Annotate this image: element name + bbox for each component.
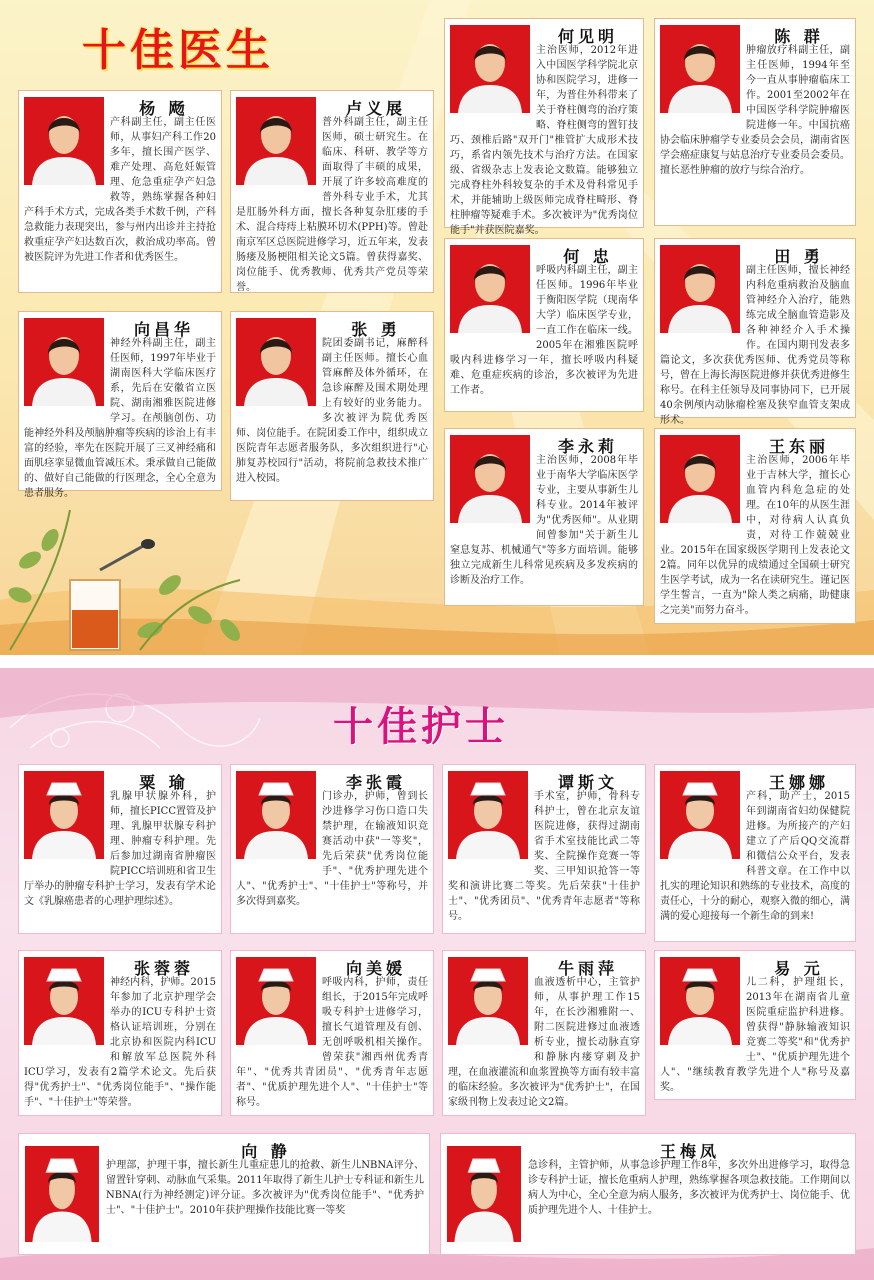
nurses-panel <box>0 668 874 1280</box>
nurse-name: 易 元 <box>774 959 824 978</box>
doctor-portrait <box>450 435 530 523</box>
nurse-bio: 呼吸内科，护师，责任组长，于2015年完成呼吸专科护士进修学习，擅长气道管理及有创、无创呼吸机相关操作。曾荣获"湘西州优秀青年"、"优秀共青团员"、"优秀青年志愿者"、"优质护理先进个人"、"十佳护士"等称号。 <box>236 977 428 1108</box>
nurse-name: 谭斯文 <box>557 773 618 792</box>
doctor-bio: 呼吸内科副主任，副主任医师。1996年毕业于衡阳医学院（现南华大学）临床医学专业，一直工作在临床一线。2005年在湘雅医院呼吸内科进修学习一年，擅长呼吸内科疑难、危重症疾病的诊治，多次被评为先进工作者。 <box>450 265 638 396</box>
nurse-portrait <box>447 1146 521 1242</box>
doctor-card <box>444 428 644 606</box>
nurse-name: 张蓉蓉 <box>133 959 194 978</box>
doctor-bio: 副主任医师，擅长神经内科危重病救治及脑血管神经介入治疗，能熟练完成全脑血管造影及各种神经介入手术操作。在国内期刊发表多篇论文，多次获优秀医师、优秀党员等称号，曾在上海长海医院进修并获优秀进修生称号。在科主任领导及同事协同下，已开展40余例颅内动脉瘤栓塞及狭窄血管支架成形术。 <box>660 265 850 426</box>
doctor-portrait <box>236 97 316 185</box>
doctor-portrait <box>24 318 104 406</box>
doctor-bio: 主治医师，2012年进入中国医学科学院北京协和医院学习，进修一年，为普住外科带来了关于脊柱侧弯的治疗策略、脊柱侧弯的置钉技巧、颈椎后路"双开门"椎管扩大成形术技巧，系省内领先技术与治疗方法。在国家级、省级杂志上发表论文数篇。能够独立完成脊柱外科较复杂的手术及骨科常见手术，并能辅助上级医师完成脊柱畸形、脊柱肿瘤等疑难手术。多次被评为"优秀岗位能手"并获医院嘉奖。 <box>450 45 638 236</box>
nurse-bio: 神经内科，护师。2015年参加了北京护理学会举办的ICU专科护士资格认证培训班，分别在北京协和医院内科ICU和解放军总医院外科ICU学习，发表有2篇学术论文。先后获得"优秀护士"、"优秀岗位能手"、"操作能手"、"十佳护士"等荣誉。 <box>24 977 216 1108</box>
nurse-bio: 乳腺甲状腺外科，护师，擅长PICC置管及护理、乳腺甲状腺专科护理、肿瘤专科护理。先后参加过湖南省肿瘤医院PICC培训班和省卫生厅举办的肿瘤专科护士学习，发表有学术论文《乳腺癌患者的心理护理综述》。 <box>24 791 216 907</box>
nurse-card <box>230 764 434 934</box>
nurse-card <box>18 950 222 1116</box>
nurse-card <box>18 1133 430 1255</box>
doctor-name: 何 忠 <box>563 247 613 266</box>
nurse-bio: 急诊科，主管护师，从事急诊护理工作8年，多次外出进修学习，取得急诊专科护士证，擅长危重病人护理，熟练掌握各项急救技能。工作期间以病人为中心，全心全意为病人服务，多次被评为优秀护士、岗位能手、优质护理先进个人、十佳护士。 <box>528 1160 850 1216</box>
nurse-card <box>18 764 222 934</box>
nurse-bio: 儿二科，护理组长，2013年在湖南省儿童医院重症监护科进修。曾获得"静脉输液知识竞赛二等奖"和"优秀护士"、"优质护理先进个人"、"继续教育教学先进个人"称号及嘉奖。 <box>660 977 850 1093</box>
nurse-portrait <box>24 957 104 1045</box>
nurse-portrait <box>448 957 528 1045</box>
doctor-name: 张 勇 <box>351 320 401 339</box>
doctor-portrait <box>660 435 740 523</box>
doctor-card <box>654 238 856 426</box>
doctor-card <box>444 238 644 412</box>
doctor-portrait <box>450 25 530 113</box>
doctor-portrait <box>660 245 740 333</box>
nurse-portrait <box>660 957 740 1045</box>
nurse-name: 向美媛 <box>345 959 406 978</box>
doctor-bio: 主治医师，2008年毕业于南华大学临床医学专业，主要从事新生儿科专业。2014年被评为"优秀医师"。从业期间曾参加"关于新生儿窒息复苏、机械通气"等多方面培训。能够独立完成新生儿科常见疾病及多发疾病的诊断及治疗工作。 <box>450 455 638 586</box>
doctor-bio: 主治医师，2006年毕业于吉林大学，擅长心血管内科危急症的处理。在10年的从医生涯中，对待病人认真负责，对待工作兢兢业业。2015年在国家级医学期刊上发表论文2篇。同年以优异的成绩通过全国硕士研究生医学考试，成为一名在读研究生。谨记医学生誓言，一直为"除人类之病痛，助健康之完美"而努力奋斗。 <box>660 455 850 616</box>
nurse-portrait <box>448 771 528 859</box>
nurse-name: 粟 瑜 <box>139 773 189 792</box>
doctors-section-title: 十佳医生 <box>82 25 274 76</box>
nurse-card <box>440 1133 856 1255</box>
doctor-name: 陈 群 <box>774 27 824 46</box>
nurse-portrait <box>24 771 104 859</box>
doctor-bio: 肿瘤放疗科副主任，副主任医师，1994年至今一直从事肿瘤临床工作。2001至2002年在中国医学科学院肿瘤医院进修一年。中国抗癌协会临床肿瘤学专业委员会会员，湖南省医学会癌症康复与姑息治疗专业委员会委员。擅长恶性肿瘤的放疗与综合治疗。 <box>660 45 850 176</box>
nurse-card <box>442 764 646 934</box>
nurse-name: 王娜娜 <box>768 773 829 792</box>
nurse-bio: 手术室，护师，骨科专科护士，曾在北京友谊医院进修，获得过湖南省手术室技能比武二等奖、全院操作竞赛一等奖、三甲知识抢答一等奖和演讲比赛二等奖。先后荣获"十佳护士"、"优秀团员"、"优秀青年志愿者"等称号。 <box>448 791 640 922</box>
doctor-card <box>230 90 434 293</box>
nurse-card <box>230 950 434 1116</box>
doctor-card <box>230 311 434 501</box>
doctor-portrait <box>450 245 530 333</box>
nurse-card <box>654 950 856 1100</box>
plant-cup-decoration <box>0 500 270 655</box>
doctor-name: 田 勇 <box>774 247 824 266</box>
nurse-bio: 护理部，护理干事，擅长新生儿重症患儿的抢救、新生儿NBNA评分、留置针穿刺、动脉血气采集。2011年取得了新生儿护士专科证和新生儿NBNA(行为神经测定)评分证。多次被评为"优秀岗位能手"、"优秀护士"、"十佳护士"。2010年获护理操作技能比赛一等奖 <box>106 1160 424 1216</box>
doctor-bio: 普外科副主任，副主任医师，硕士研究生。在临床、科研、教学等方面取得了丰硕的成果，开展了许多较高难度的普外科专业手术，尤其是肛肠外科方面，擅长各种复杂肛瘘的手术、混合痔痔上粘膜环切术(PPH)等。曾赴南京军区总医院进修学习，近五年来，发表肠瘘及肠梗阻相关论文5篇。曾获得嘉奖、岗位能手、优秀教师、优秀共产党员等荣誉。 <box>236 117 428 293</box>
doctor-portrait <box>24 97 104 185</box>
doctor-card <box>654 428 856 624</box>
nurse-bio: 血液透析中心，主管护师，从事护理工作15年，在长沙湘雅附一、附二医院进修过血液透析专业，擅长动脉直穿和静脉内瘘穿刺及护理，在血液灌流和血浆置换等方面有较丰富的临床经验。多次被评为"优秀护士"，在国家级刊物上发表过论文2篇。 <box>448 977 640 1108</box>
section-divider <box>0 655 874 668</box>
doctor-card <box>654 18 856 226</box>
nurse-name: 李张霞 <box>345 773 406 792</box>
doctor-bio: 院团委副书记，麻醉科副主任医师。擅长心血管麻醉及体外循环，在急诊麻醉及围术期处理上有较好的业务能力。多次被评为院优秀医师、岗位能手。在院团委工作中，组织成立医院青年志愿者服务队，多次组织进行"心肺复苏校园行"活动，将院前急救技术推广进入校园。 <box>236 338 428 484</box>
doctor-name: 王东丽 <box>768 437 829 456</box>
nurse-portrait <box>236 957 316 1045</box>
doctor-name: 李永莉 <box>557 437 618 456</box>
doctor-card <box>18 90 222 293</box>
nurse-portrait <box>25 1146 99 1242</box>
nurse-name: 王梅凤 <box>659 1142 720 1161</box>
nurse-portrait <box>660 771 740 859</box>
doctor-portrait <box>236 318 316 406</box>
doctor-name: 向昌华 <box>133 320 194 339</box>
doctor-name: 杨 飏 <box>139 99 189 118</box>
doctor-bio: 产科副主任，副主任医师，从事妇产科工作20多年，擅长围产医学、难产处理、高危妊娠管理、危急重症孕产妇急救等，熟练掌握各种妇产科手术方式，完成各类手术数千例，产科急救能力表现突出，参与州内出诊并主持抢救重症孕产妇达数百次，救治成功率高。曾被医院评为先进工作者和优秀医生。 <box>24 117 216 263</box>
nurse-bio: 产科，助产士，2015年到湖南省妇幼保健院进修。为所接产的产妇建立了产后QQ交流群和微信公众平台，发表科普文章。在工作中以扎实的理论知识和熟练的专业技术，高度的责任心，十分的耐心，观察入微的细心，满满的爱心迎接每一个新生命的到来! <box>660 791 850 922</box>
nurse-portrait <box>236 771 316 859</box>
doctor-bio: 神经外科副主任，副主任医师，1997年毕业于湖南医科大学临床医疗系，先后在安徽省立医院、湖南湘雅医院进修学习。在颅脑创伤、功能神经外科及颅脑肿瘤等疾病的诊治上有丰富的经验，率先在医院开展了三叉神经痛和面肌痉挛显微血管减压术。秉承做自己能做的、做好自己能做的行医理念，全心全意为患者服务。 <box>24 338 216 499</box>
doctor-portrait <box>660 25 740 113</box>
nurse-card <box>442 950 646 1116</box>
doctor-card <box>18 311 222 499</box>
doctor-name: 卢义展 <box>345 99 406 118</box>
nurse-name: 向 静 <box>241 1142 291 1161</box>
nurse-bio: 门诊办，护师，曾到长沙进修学习伤口造口失禁护理，在输液知识竞赛活动中获"一等奖"，先后荣获"优秀岗位能手"、"优秀护理先进个人"、"优秀护士"、"十佳护士"等称号，并多次得到嘉奖。 <box>236 791 428 907</box>
nurses-section-title: 十佳护士 <box>333 704 509 750</box>
doctor-card <box>444 18 644 236</box>
nurse-name: 牛雨萍 <box>557 959 618 978</box>
doctor-name: 何见明 <box>557 27 618 46</box>
nurse-card <box>654 764 856 942</box>
